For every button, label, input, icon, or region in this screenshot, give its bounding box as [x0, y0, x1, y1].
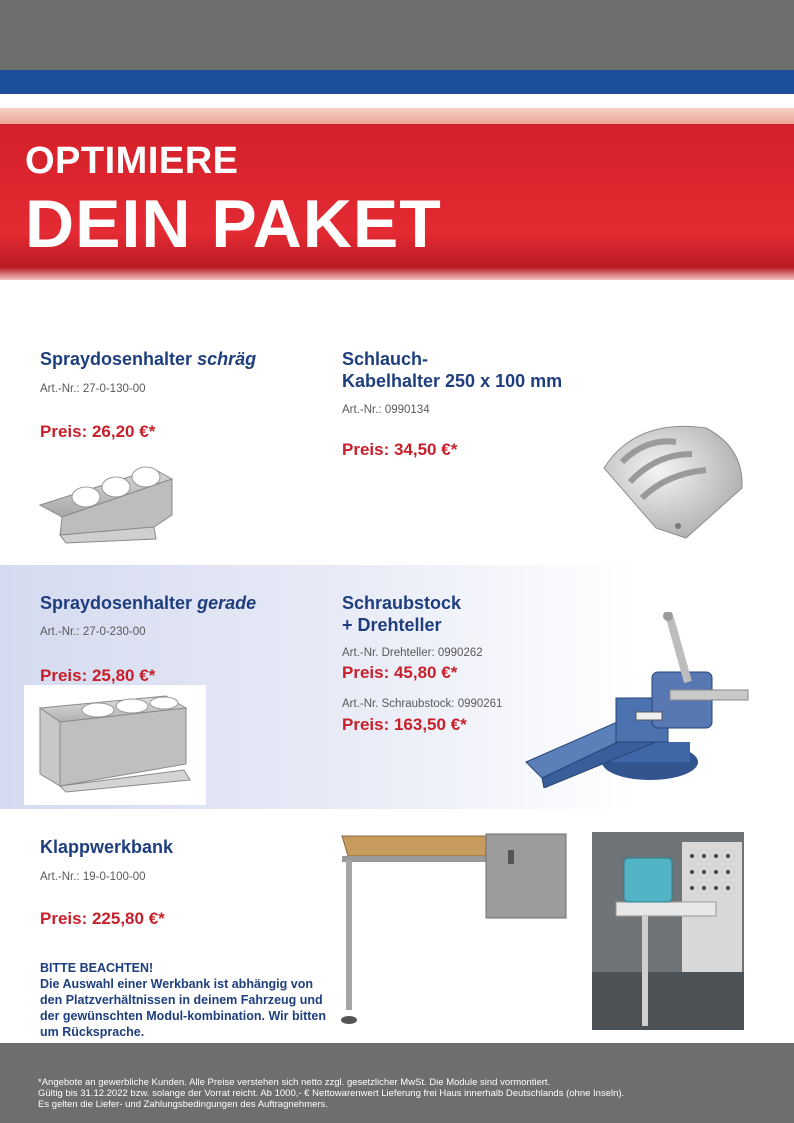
article-number-vise [342, 698, 502, 710]
hose-holder-image [596, 418, 746, 544]
product-title-main: Spraydosenhalter [40, 349, 193, 369]
product-title-line1: Schlauch- [342, 349, 429, 369]
price-spray-gerade: Preis: 25,80 €* [40, 666, 156, 685]
product-title-italic: schräg [197, 349, 257, 369]
product-title-line1: Schraubstock [342, 593, 462, 613]
article-label: Art.-Nr.: [342, 404, 382, 416]
price-vise: Preis: 163,50 €* [342, 715, 467, 734]
product-title-spray-schraeg [40, 348, 256, 370]
article-number [342, 404, 430, 416]
article-label: Art.-Nr.: [40, 871, 80, 883]
footer-disclaimer [38, 1077, 778, 1110]
article-value: 0990261 [457, 698, 503, 710]
article-number [40, 626, 145, 638]
product-title-main: Spraydosenhalter [40, 593, 193, 613]
article-label: Art.-Nr.: [40, 383, 80, 395]
product-title-vise [342, 592, 461, 636]
article-value: 27-0-230-00 [82, 626, 146, 638]
folding-workbench-image [338, 830, 570, 1030]
article-value: 0990134 [384, 404, 430, 416]
product-title-line2: + Drehteller [342, 615, 442, 635]
article-value: 0990262 [437, 647, 483, 659]
workbench-with-vise-photo [592, 832, 744, 1030]
product-title-folding-bench: Klappwerkbank [40, 837, 174, 857]
top-gray-band [0, 0, 794, 70]
article-label: Art.-Nr. Schraubstock: [342, 698, 455, 710]
price-hose-holder: Preis: 34,50 €* [342, 440, 458, 459]
article-number [40, 383, 145, 395]
article-label: Art.-Nr.: [40, 626, 80, 638]
notice-heading: BITTE BEACHTEN! [40, 961, 154, 975]
footer-line1: *Angebote an gewerbliche Kunden. Alle Preise verstehen sich netto zzgl. gesetzlicher MwSt. Die Module sind vormontiert. [38, 1077, 551, 1088]
product-title-spray-gerade [40, 592, 256, 614]
article-label: Art.-Nr. Drehteller: [342, 647, 435, 659]
product-title-hose-holder [342, 348, 562, 392]
notice-text: Die Auswahl einer Werkbank ist abhängig von den Platzverhältnissen in deinem Fahrzeug und der gewünschten Modul-kombination. Wir bitten um Rücksprache. [40, 977, 326, 1039]
vise-image [520, 612, 750, 788]
price-turntable: Preis: 45,80 €* [342, 663, 458, 682]
article-value: 27-0-130-00 [82, 383, 146, 395]
price-spray-schraeg: Preis: 26,20 €* [40, 422, 156, 441]
product-title-line2: Kabelhalter 250 x 100 mm [342, 371, 563, 391]
footer-line2: Gültig bis 31.12.2022 bzw. solange der Vorrat reicht. Ab 1000,- € Nettowarenwert Lieferung frei Haus innerhalb Deutschlands (ohne Inseln). [38, 1088, 625, 1099]
price-folding-bench: Preis: 225,80 €* [40, 909, 165, 928]
article-number-turntable [342, 647, 483, 659]
footer-line3: Es gelten die Liefer- und Zahlungsbedingungen des Auftragnehmers. [38, 1099, 328, 1110]
article-value: 19-0-100-00 [82, 871, 146, 883]
article-number [40, 871, 145, 883]
header-line2: DEIN PAKET [25, 186, 442, 262]
top-blue-stripe [0, 70, 794, 94]
spray-holder-straight-image [34, 694, 194, 794]
product-title-italic: gerade [197, 593, 257, 613]
notice-block [40, 960, 330, 1040]
spray-holder-slanted-image [36, 455, 176, 545]
header-line1: OPTIMIERE [25, 140, 239, 182]
